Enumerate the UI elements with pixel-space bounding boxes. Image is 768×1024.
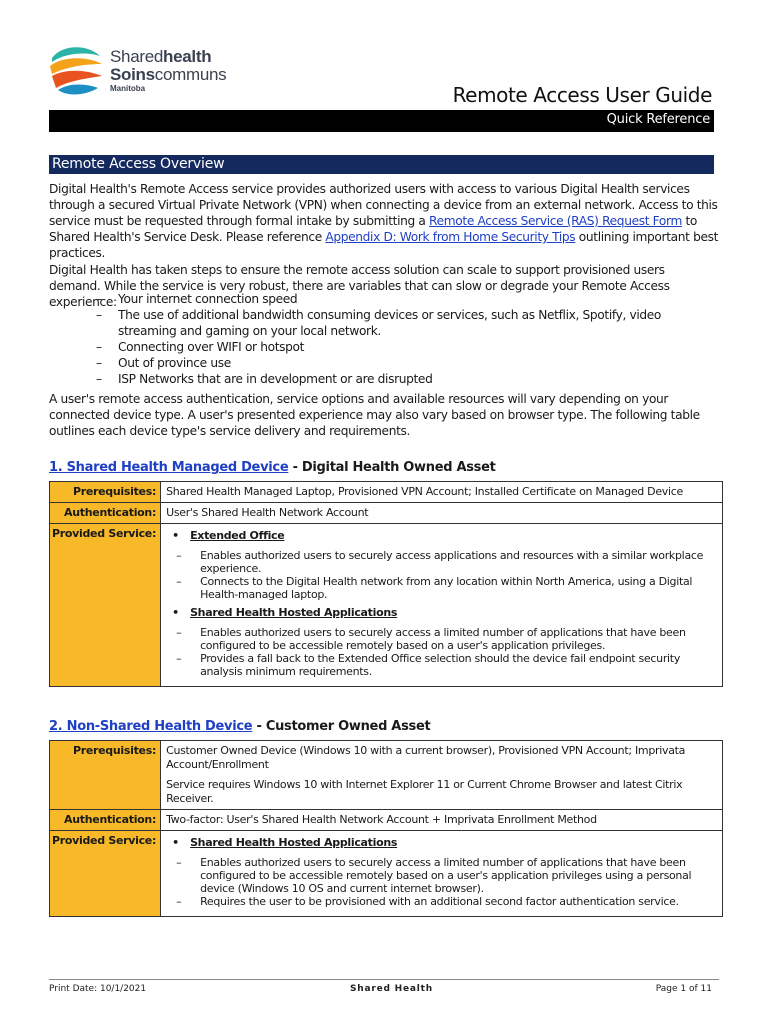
overview-paragraph-3: A user's remote access authentication, service options and available resources will vary depending on your connected device type. A user's presented experience may also vary based on browser type. The following table outlines each device type's service delivery and requirements. [49,392,700,438]
ras-request-form-link[interactable]: Remote Access Service (RAS) Request Form [429,214,682,228]
service-value [161,524,723,687]
section2-heading-rest: - Customer Owned Asset [252,719,431,734]
list-item: – ISP Networks that are in development or are disrupted [118,371,678,387]
variables-list [118,291,678,387]
document-title: Remote Access User Guide [452,83,712,107]
service-items-list [200,856,717,908]
list-item: – Connects to the Digital Health network from any location within North America, using a Digital Health-managed laptop. [200,575,717,601]
section1-heading-rest: - Digital Health Owned Asset [288,460,496,475]
prereq-label: Prerequisites: [50,741,161,810]
auth-label: Authentication: [50,810,161,831]
document-subtitle: Quick Reference [606,112,710,127]
prereq-value: Shared Health Managed Laptop, Provisioned VPN Account; Installed Certificate on Managed Device [161,482,723,503]
logo-text-shared: Shared [110,47,164,66]
footer-center: Shared Health [350,984,433,994]
p1-text-b: to Shared Health's Service Desk. Please reference [49,214,698,244]
list-item: – Enables authorized users to securely access a limited number of applications that have been configured to be accessible remotely based on a user's application privileges using a personal device (Windows 10 OS and current internet browser). [200,856,717,895]
overview-heading: Remote Access Overview [52,156,225,172]
logo-text-manitoba: Manitoba [110,84,146,93]
list-item: – Provides a fall back to the Extended Office selection should the device fail endpoint security analysis minimum requirements. [200,652,717,678]
list-item: – Requires the user to be provisioned with an additional second factor authentication service. [200,895,717,908]
section1-heading-link[interactable]: 1. Shared Health Managed Device [49,460,289,475]
footer-print-date: Print Date: 10/1/2021 [49,984,147,994]
logo-text-communs: communs [154,65,227,84]
p1-text-c: outlining important best practices. [49,230,719,260]
logo-mark-icon [48,42,106,98]
service-title-extended-office: • Extended Office [168,529,717,543]
appendix-d-link[interactable]: Appendix D: Work from Home Security Tips [325,230,576,244]
list-item: – Out of province use [118,355,678,371]
section2-heading [49,719,430,734]
prereq-value-line2: Service requires Windows 10 with Internet Explorer 11 or Current Chrome Browser and latest Citrix Receiver. [166,778,683,805]
service-items-list [200,626,717,678]
p1-text-a: Digital Health's Remote Access service provides authorized users with access to various Digital Health services through a secured Virtual Private Network (VPN) when connecting a device from an external network. Access to this service must be requested through formal intake by submitting a [49,182,718,228]
auth-label: Authentication: [50,503,161,524]
list-item: – Your internet connection speed [118,291,678,307]
logo-text-soins: Soins [110,65,155,84]
service-title-hosted-apps: • Shared Health Hosted Applications [168,836,717,850]
list-item: – Enables authorized users to securely access applications and resources with a similar workplace experience. [200,549,717,575]
prereq-value-line1: Customer Owned Device (Windows 10 with a current browser), Provisioned VPN Account; Imprivata Account/Enrollment [166,744,686,771]
footer-page-number: Page 1 of 11 [655,984,712,994]
table-row [50,741,723,810]
table-row [50,810,723,831]
shared-health-logo [48,42,268,102]
table-row [50,482,723,503]
table-row [50,831,723,917]
service-title-hosted-apps: • Shared Health Hosted Applications [168,606,717,620]
list-item: – Enables authorized users to securely access a limited number of applications that have been configured to be accessible remotely based on a user's application privileges. [200,626,717,652]
service-value [161,831,723,917]
service-label: Provided Service: [50,524,161,687]
service-label: Provided Service: [50,831,161,917]
table-row [50,524,723,687]
prereq-label: Prerequisites: [50,482,161,503]
list-item: – Connecting over WIFI or hotspot [118,339,678,355]
overview-paragraph-1 [49,181,719,261]
auth-value: User's Shared Health Network Account [161,503,723,524]
logo-text-health: health [163,47,212,66]
service-items-list [200,549,717,601]
footer-divider [49,979,719,980]
section2-table [49,740,723,917]
table-row [50,503,723,524]
section1-table [49,481,723,687]
auth-value: Two-factor: User's Shared Health Network Account + Imprivata Enrollment Method [161,810,723,831]
overview-paragraph-2: Digital Health has taken steps to ensure the remote access solution can scale to support provisioned users demand. While the service is very robust, there are variables that can slow or degrade your Remote Access experience: [49,263,670,309]
list-item: – The use of additional bandwidth consuming devices or services, such as Netflix, Spotify, video streaming and gaming on your local network. [118,307,678,339]
section1-heading [49,460,496,475]
section2-heading-link[interactable]: 2. Non-Shared Health Device [49,719,253,734]
prereq-value [161,741,723,810]
